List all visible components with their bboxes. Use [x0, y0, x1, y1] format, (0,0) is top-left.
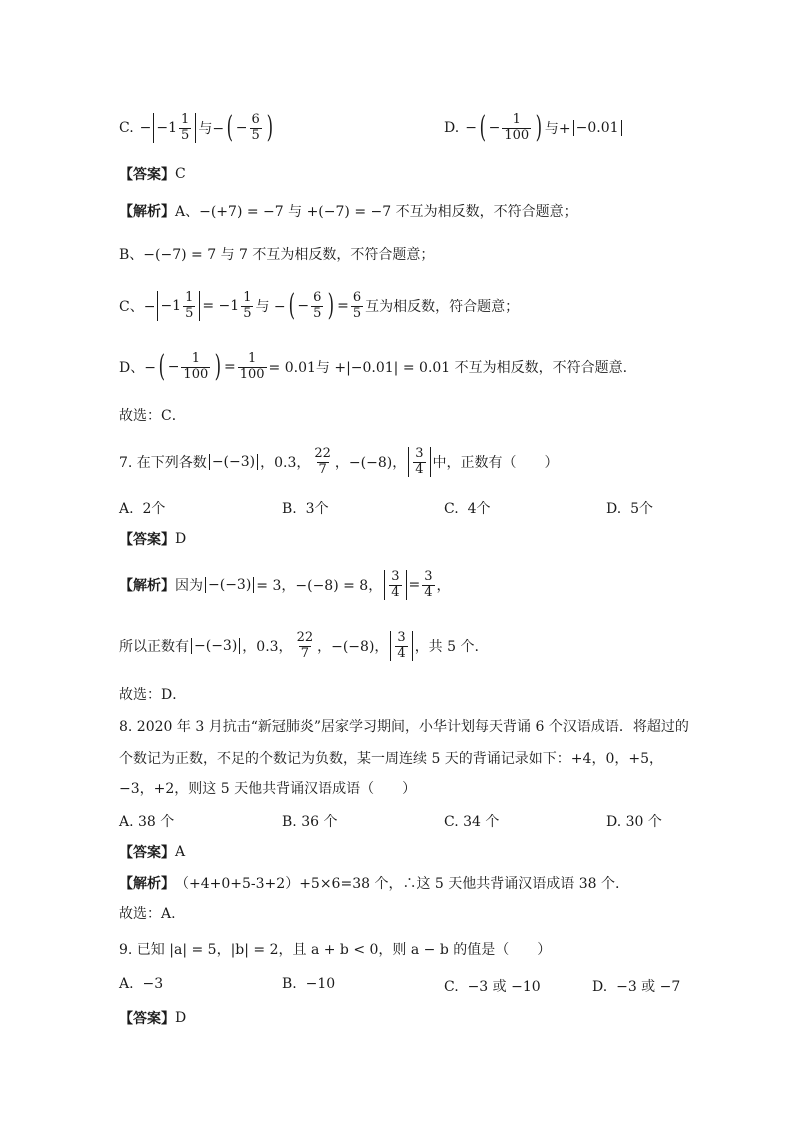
q7-exp-1: 【解析】 因为 −(−3) = 3，−(−8) = 8， $\frac{3}{4}$ = $\frac{3}{4}$ ，	[119, 569, 451, 600]
option-d-fraction: $\frac{1}{100}$	[504, 112, 530, 143]
q6-exp-d: D、− ( − $\frac{1}{100}$ ) = $\frac{1}{100}$ = 0.01与 +|−0.01| = 0.01 不互为相反数，不符合题意.	[119, 349, 628, 384]
q7-option-b: B. 3个	[282, 501, 329, 517]
q8-option-b: B. 36 个	[282, 814, 338, 830]
option-c-label: C.	[119, 120, 134, 136]
option-d-label: D.	[444, 120, 460, 136]
q8-option-a: A. 38 个	[119, 814, 175, 830]
q8-conclusion: 故选：A.	[119, 906, 176, 922]
q7-answer: 【答案】 D	[119, 531, 187, 548]
option-d-abs: −0.01	[573, 120, 622, 136]
q7-option-d: D. 5个	[606, 501, 654, 517]
q9-option-c: C. −3 或 −10	[444, 979, 541, 995]
q7-stem: 7. 在下列各数 −(−3) ，0.3， $\frac{22}{7}$ ，−(−8)， $\frac{3}{4}$ 中，正数有（ ）	[119, 446, 559, 477]
q7-exp-2: 所以正数有 −(−3) ，0.3， $\frac{22}{7}$ ，−(−8)， $\frac{3}{4}$ ，共 5 个.	[119, 630, 479, 661]
option-d: D. − ( − $\frac{1}{100}$ ) 与+ −0.01	[444, 108, 624, 148]
q8-stem-1: 8. 2020 年 3 月抗击“新冠肺炎”居家学习期间，小华计划每天背诵 6 个汉语成语．将超过的	[119, 719, 689, 735]
option-c-fraction: $\frac{6}{5}$	[251, 112, 260, 143]
q6-answer: 【答案】 C	[119, 166, 186, 183]
q6-exp-c: C、− −1 $\frac{1}{5}$ = −1 $\frac{1}{5}$ 与 − ( − $\frac{6}{5}$ ) = $\frac{6}{5}$ 互为相反数，符合题意；	[119, 288, 520, 323]
q6-conclusion: 故选：C．	[119, 408, 186, 424]
q6-exp-b: B、−(−7) = 7 与 7 不互为相反数，不符合题意；	[119, 247, 435, 263]
q9-option-b: B. −10	[282, 976, 336, 992]
q8-explanation: 【解析】 （+4+0+5-3+2）+5×6=38 个，∴这 5 天他共背诵汉语成语 38 个.	[119, 876, 620, 892]
q8-stem-3: −3，+2，则这 5 天他共背诵汉语成语（ ）	[119, 781, 417, 797]
option-c-abs: −1 $\frac{1}{5}$	[153, 113, 196, 143]
q9-option-d: D. −3 或 −7	[592, 979, 681, 995]
option-c-minus: −	[139, 120, 152, 136]
q8-option-c: C. 34 个	[444, 814, 500, 830]
q9-answer: 【答案】 D	[119, 1010, 187, 1027]
q6-exp-a: 【解析】 A、−(+7) = −7 与 +(−7) = −7 不互为相反数，不符合题意；	[119, 204, 578, 220]
q9-stem: 9. 已知 |a| = 5，|b| = 2，且 a + b < 0，则 a − b 的值是（ ）	[119, 942, 552, 958]
option-c: C. − −1 $\frac{1}{5}$ 与− ( − $\frac{6}{5}$ )	[119, 110, 273, 145]
q8-option-d: D. 30 个	[606, 814, 662, 830]
q8-stem-2: 个数记为正数，不足的个数记为负数，某一周连续 5 天的背诵记录如下：+4，0，+5，	[119, 751, 663, 767]
q9-option-a: A. −3	[119, 976, 164, 992]
q7-option-a: A. 2个	[119, 501, 166, 517]
q7-option-c: C. 4个	[444, 501, 491, 517]
q7-conclusion: 故选：D．	[119, 687, 187, 703]
q8-answer: 【答案】 A	[119, 844, 186, 861]
